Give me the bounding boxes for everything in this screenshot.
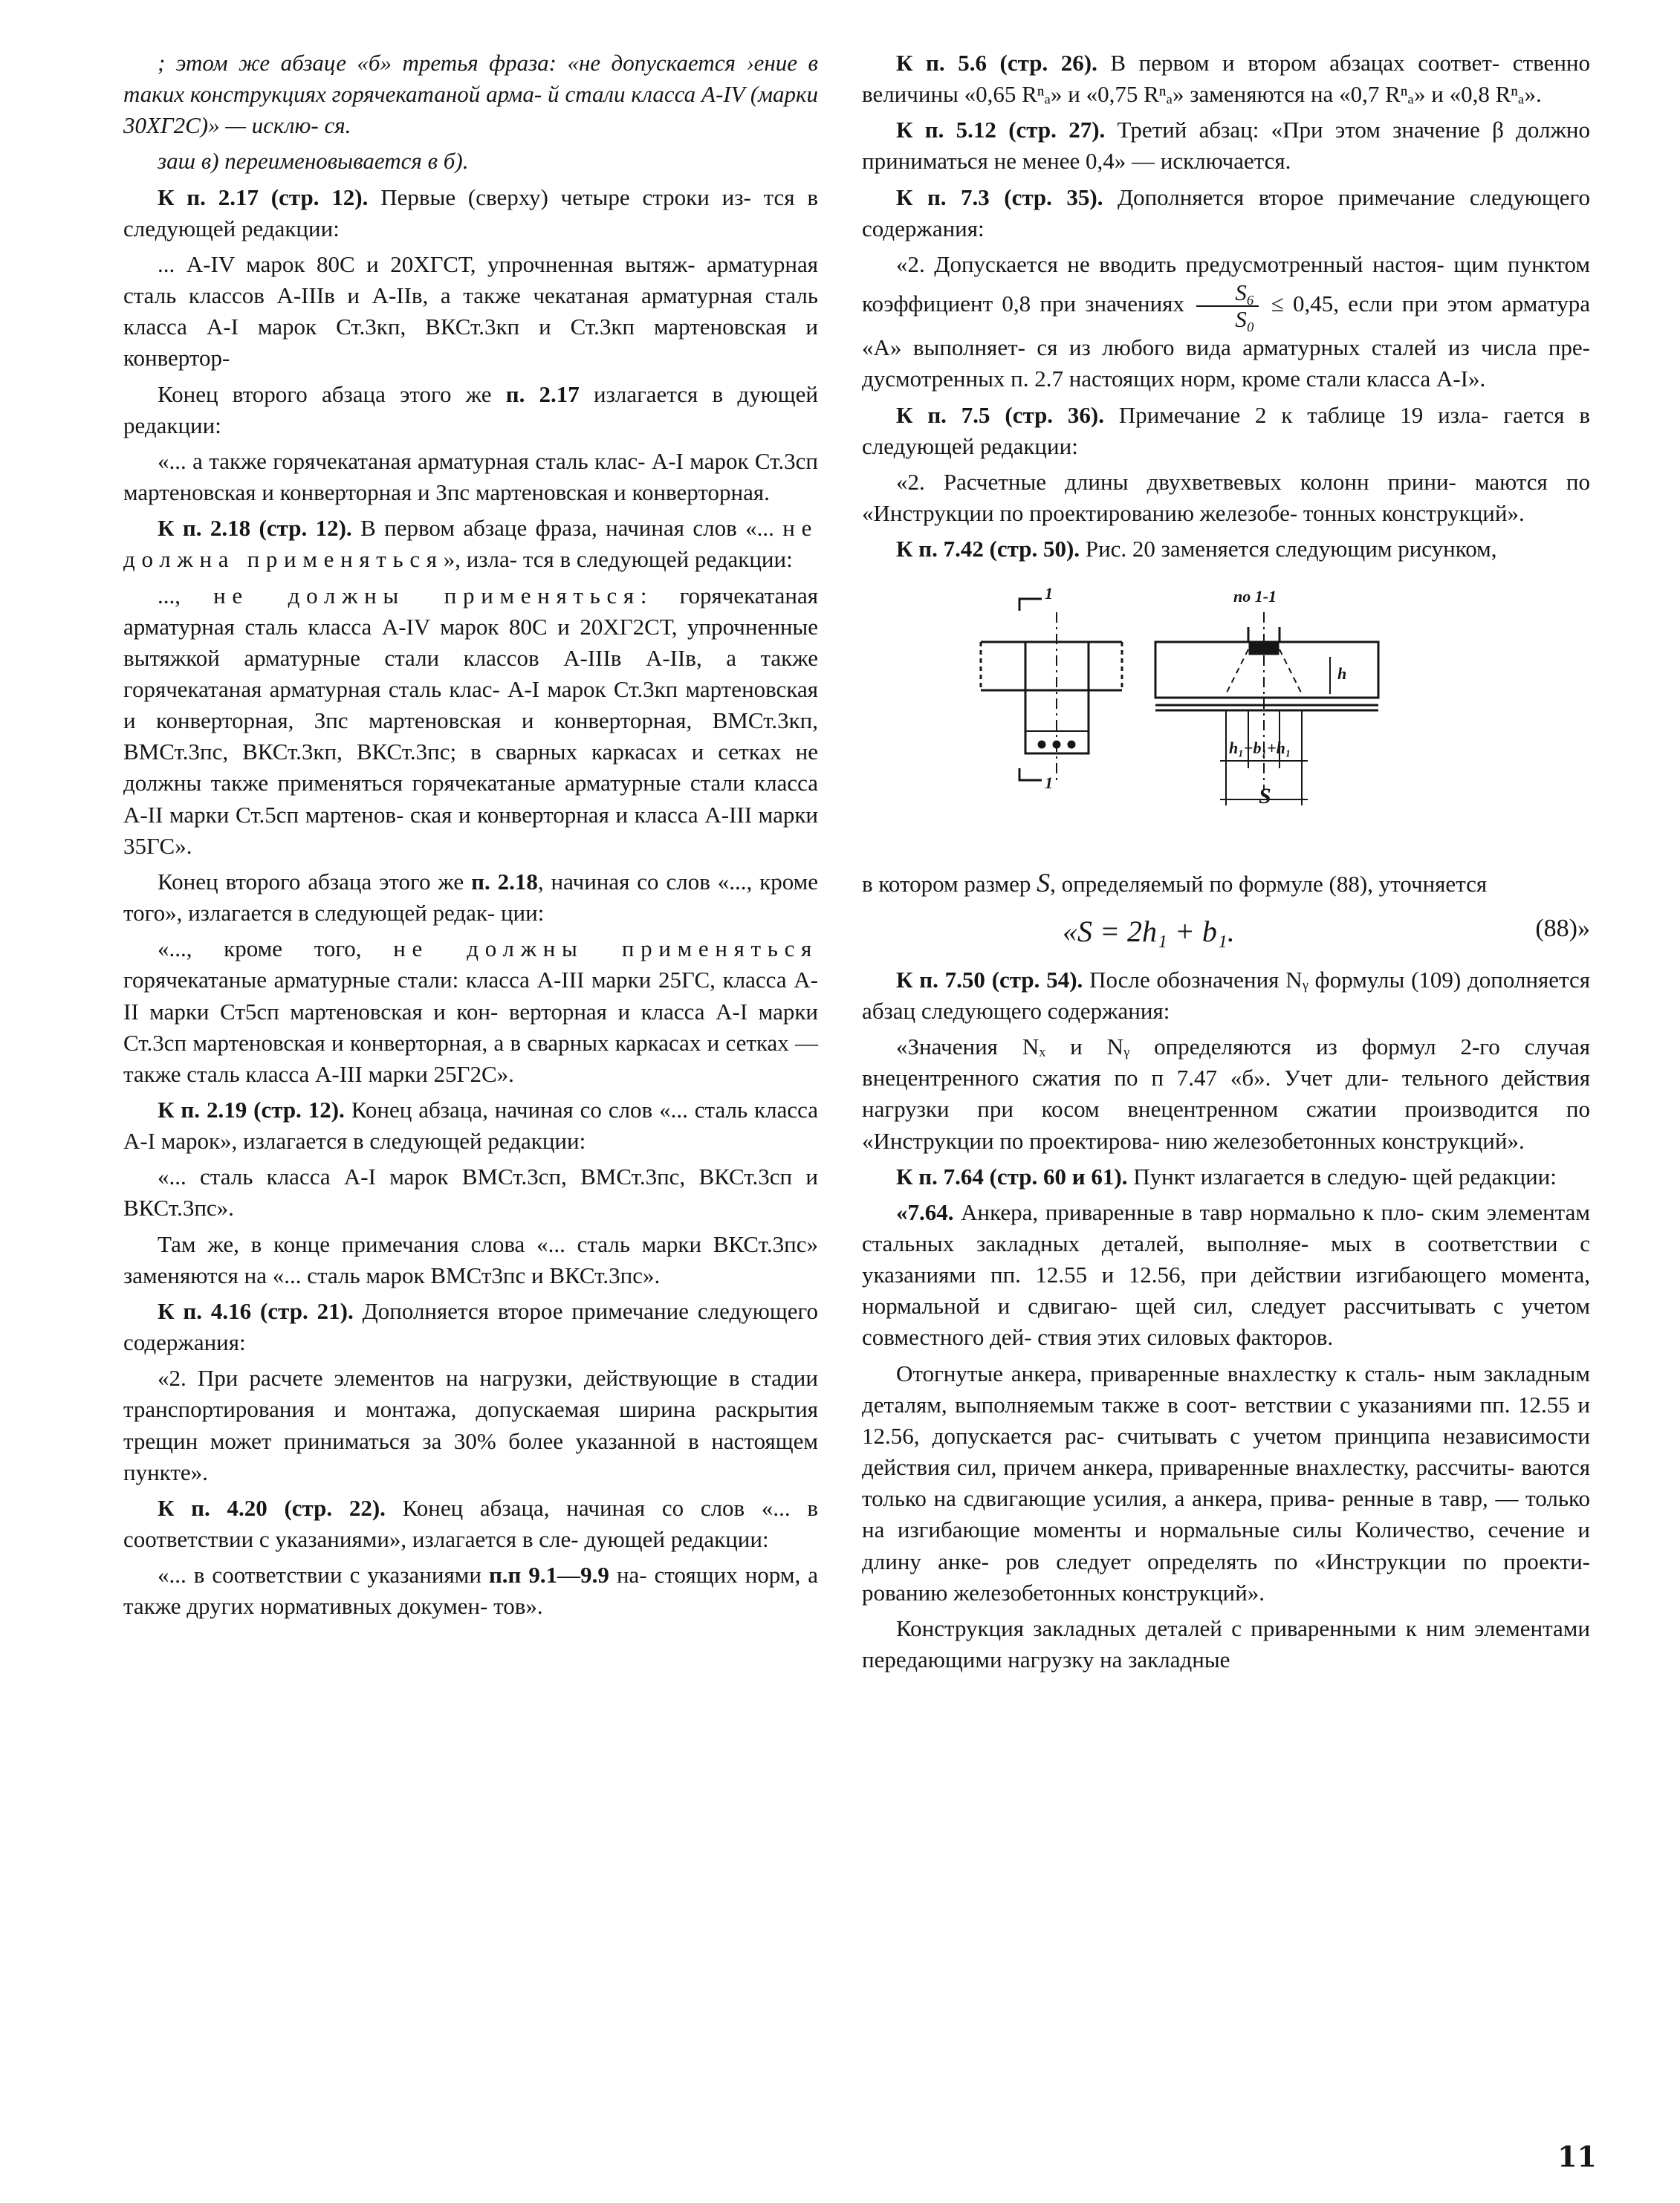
paragraph: К п. 7.50 (стр. 54). После обозначения Nᵧ формулы (109) дополняется абзац следующего содержания: <box>862 966 1591 1024</box>
amendment-ref: К п. 4.16 (стр. 21). <box>158 1297 354 1324</box>
amendment-ref: К п. 4.20 (стр. 22). <box>158 1494 386 1521</box>
figure-label: h <box>1337 664 1347 684</box>
paragraph: ; этом же абзаце «б» третья фраза: «не допускается ›ение в таких конструкциях горячекатаной арма- й стали класса А-IV (марки 30ХГ2С)» — исклю- ся. <box>123 50 818 139</box>
distribution-line <box>1280 649 1302 694</box>
paragraph: К п. 2.17 (стр. 12). Первые (сверху) четыре строки из- тся в следующей редакции: <box>123 184 819 241</box>
paragraph: К п. 5.12 (стр. 27). Третий абзац: «При этом значение β должно приниматься не менее 0,4» — исключается. <box>862 117 1590 175</box>
drawing-column-joint <box>973 583 1389 850</box>
paragraph: Отогнутые анкера, приваренные внахлестку к сталь- ным закладным деталям, выполняемым также в соот- ветствии с указаниями пп. 12.55 и 12.56, допускается рас- считывать с учетом принципа независимости действия сил, причем анкера, приваренные внахлестку, рассчиты- ваются только на сдвигающие усилия, а анкера, прива- ренные в тавр, — только на изгибающие моменты и нормальные силы Количество, сечение и длину анке- ров следует определять по «Инструкции по проекти- рованию железобетонных конструкций». <box>862 1360 1590 1606</box>
rebar-dot <box>1039 742 1045 747</box>
paragraph: Конструкция закладных деталей с приваренными к ним элементами передающими нагрузку на закладные <box>862 1615 1590 1672</box>
amendment-ref: К п. 7.50 (стр. 54). <box>896 966 1083 993</box>
paragraph: «... а также горячекатаная арматурная сталь клас- А-I марок Ст.3сп мартеновская и конверторная и Зпс мартеновская и конверторная. <box>123 447 818 506</box>
amendment-ref: К п. 7.64 (стр. 60 и 61). <box>896 1163 1128 1190</box>
paragraph: «2. Расчетные длины двухветвевых колонн прини- маются по «Инструкции по проектированию железобе- тонных конструкций». <box>862 468 1590 527</box>
rebar-dot <box>1054 742 1060 747</box>
paragraph: «... сталь класса А-I марок ВМСт.3сп, ВМСт.3пс, ВКСт.3сп и ВКСт.3пс». <box>123 1164 818 1221</box>
amendment-ref: К п. 2.17 (стр. 12). <box>158 184 369 210</box>
paragraph: «2. При расчете элементов на нагрузки, действующие в стадии транспортирования и монтажа, допускаемая ширина раскрытия трещин может приниматься за 30% более указанной в настоящем пункте». <box>123 1365 818 1485</box>
figure-label: h₁+b₁+h₁ <box>1229 739 1291 758</box>
paragraph: К п. 7.42 (стр. 50). Рис. 20 заменяется следующим рисунком, <box>896 536 1497 562</box>
paragraph: «2. Допускается не вводить предусмотренный настоя- щим пунктом коэффициент 0,8 при значениях $\frac{\text{S₆}}{\text{S₀}}$ ≤ 0,45, если при этом арматура «А» выполняет- ся из любого вида арматурных сталей из числа пре- дусмотренных п. 2.7 настоящих норм, кроме стали класса А-I». <box>862 250 1590 392</box>
paragraph: «7.64. Анкера, приваренные в тавр нормально к пло- ским элементам стальных закладных деталей, выполняе- мых в соответствии с указаниями пп. 12.55 и 12.56, при действии изгибающего момента, нормальной и сдвигаю- щей сил, следует рассчитывать с учетом совместного дей- ствия этих силовых факторов. <box>862 1198 1590 1351</box>
amendment-ref: К п. 7.5 (стр. 36). <box>896 401 1104 428</box>
paragraph: К п. 5.6 (стр. 26). В первом и втором абзацах соответ- ственно величины «0,65 Rⁿₐ» и «0,75 Rⁿₐ» заменяются на «0,7 Rⁿₐ» и «0,8 Rⁿₐ». <box>862 50 1590 108</box>
amendment-ref: К п. 5.6 (стр. 26). <box>896 50 1097 76</box>
amendment-ref: К п. 7.3 (стр. 35). <box>896 184 1103 210</box>
paragraph: ... А-IV марок 80С и 20ХГСТ, упрочненная вытяж- арматурная сталь классов А-IIIв и А-IIв, а также чекатаная арматурная сталь класса А-I марок Ст.3кп, ВКСт.3кп и Ст.3кп мартеновская и конвертор- <box>123 250 818 372</box>
amendment-ref: К п. 7.42 (стр. 50). <box>896 536 1080 562</box>
paragraph: «... в соответствии с указаниями п.п 9.1—9.9 на- стоящих норм, а также других нормативных докумен- тов». <box>123 1562 818 1620</box>
section-cut-marker <box>1019 599 1042 611</box>
page-number: 11 <box>1557 2140 1597 2174</box>
paragraph: К п. 2.18 (стр. 12). В первом абзаце фраза, начиная слов «... не должна применяться», изла- тся в следующей редакции: <box>123 515 819 573</box>
amendment-ref: К п. 2.18 (стр. 12). <box>158 515 352 542</box>
distribution-line <box>1226 649 1248 694</box>
figure-label: S <box>1259 784 1271 809</box>
paragraph: К п. 4.20 (стр. 22). Конец абзаца, начиная со слов «... в соответствии с указаниями», излагается в сле- дующей редакции: <box>123 1494 818 1553</box>
fraction: $\frac{\text{S₆}}{\text{S₀}}$ <box>1196 280 1259 332</box>
paragraph: Конец второго абзаца этого же п. 2.17 излагается в дующей редакции: <box>123 380 819 438</box>
figure-label: по 1-1 <box>1233 587 1277 606</box>
paragraph: Там же, в конце примечания слова «... сталь марки ВКСт.3пс» заменяются на «... сталь марок ВМСт3пс и ВКСт.3пс». <box>123 1230 818 1288</box>
paragraph: К п. 7.5 (стр. 36). Примечание 2 к таблице 19 изла- гается в следующей редакции: <box>862 401 1590 459</box>
figure-label: 1 <box>1045 584 1053 603</box>
right-column <box>862 48 1590 1680</box>
rebar-dot <box>1068 742 1074 747</box>
figure-20-replacement <box>973 583 1389 850</box>
paragraph: К п. 7.64 (стр. 60 и 61). Пункт излагается в следую- щей редакции: <box>896 1163 1557 1190</box>
paragraph: заш в) переименовывается в б). <box>158 148 469 175</box>
paragraph: К п. 2.19 (стр. 12). Конец абзаца, начиная со слов «... сталь класса А-I марок», излагается в следующей редакции: <box>123 1097 818 1155</box>
paragraph: в котором размер S, определяемый по формуле (88), уточняется <box>862 868 1488 898</box>
paragraph: ..., не должны применяться: горячекатаная арматурная сталь класса А-IV марок 80С и 20ХГ2СТ, упрочненные вытяжкой арматурные стали классов А-IIIв А-IIв, а также горячекатаная арматурная сталь клас- А-I марок Ст.3кп мартеновская и конверторная, Зпс мартеновская и конверторная, ВМСт.3кп, ВМСт.3пс, ВКСт.3кп, ВКСт.3пс; в сварных каркасах и сетках не должны также применяться горячекатаные арматурные стали класса А-II марки Ст.5сп мартенов- ская и конверторная и класса А-III марки 35ГС». <box>123 582 818 859</box>
paragraph: К п. 7.3 (стр. 35). Дополняется второе примечание следующего содержания: <box>862 184 1590 241</box>
amendment-ref: К п. 2.19 (стр. 12). <box>158 1097 345 1123</box>
paragraph: Конец второго абзаца этого же п. 2.18, начиная со слов «..., кроме того», излагается в следующей редак- ции: <box>123 868 818 927</box>
figure-label: 1 <box>1045 773 1053 793</box>
paragraph: «Значения Nₓ и Nᵧ определяются из формул 2-го случая внецентренного сжатия по п 7.47 «б». Учет дли- тельного действия нагрузки при косом внецентренном сжатии производится по «Инструкции по проектирова- нию железобетонных конструкций». <box>862 1034 1590 1154</box>
paragraph: К п. 4.16 (стр. 21). Дополняется второе примечание следующего содержания: <box>123 1297 818 1356</box>
amendment-ref: К п. 5.12 (стр. 27). <box>896 117 1106 143</box>
paragraph: «..., кроме того, не должны применяться горячекатаные арматурные стали: класса А-III марки 25ГС, класса А-II марки Ст5сп мартеновская и кон- верторная и класса А-I марки Ст.3сп мартеновская и конверторная, а в сварных каркасах и сетках — также сталь класса А-III марки 25Г2С». <box>123 935 818 1087</box>
anchor-plate <box>1250 643 1278 654</box>
formula-88: «S = 2h₁ + b₁. (88)» <box>1063 915 1590 949</box>
section-cut-marker <box>1019 768 1042 780</box>
left-column <box>123 48 818 1627</box>
